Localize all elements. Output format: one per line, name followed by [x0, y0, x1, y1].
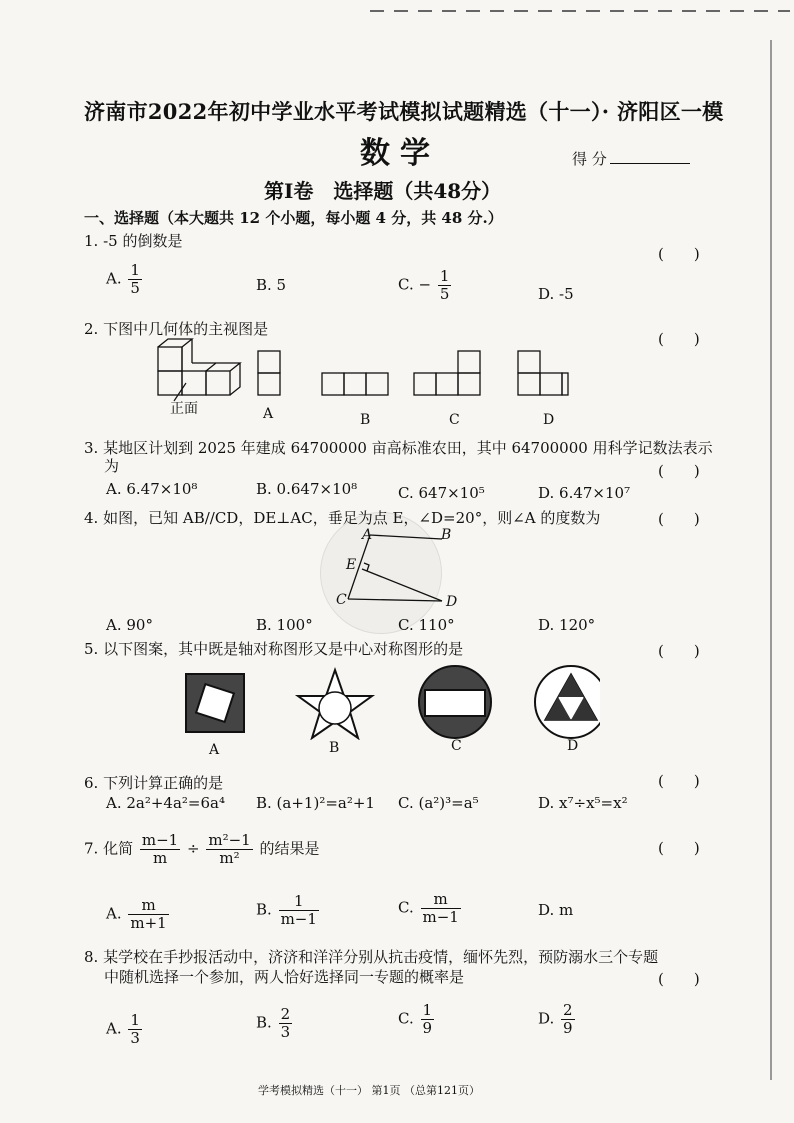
subject-title: 数学 — [360, 136, 440, 171]
answer-paren-4[interactable]: ( ) — [658, 510, 700, 528]
question-3-cont: 为 — [104, 457, 120, 475]
q3-option-b[interactable]: B. 0.647×10⁸ — [256, 480, 358, 498]
page-footer: 学考模拟精选（十一） 第1页 （总第121页） — [258, 1084, 480, 1097]
pattern-d — [535, 666, 600, 738]
question-text: 下列计算正确的是 — [103, 774, 224, 792]
question-number: 3. — [84, 439, 99, 457]
q6-option-c[interactable]: C. (a²)³=a⁵ — [398, 794, 479, 812]
scan-top-mark — [370, 0, 790, 6]
q2-label-a[interactable]: A — [263, 406, 274, 422]
view-b — [322, 373, 388, 395]
point-a-label: A — [362, 527, 373, 543]
expr-fraction-1: $\frac{m-1}{m}$ — [141, 831, 179, 867]
answer-paren-3[interactable]: ( ) — [658, 462, 700, 480]
q7-option-a[interactable]: A. $\frac{m}{m+1}$ — [106, 896, 167, 932]
question-number: 4. — [84, 509, 99, 527]
q4-option-c[interactable]: C. 110° — [398, 616, 455, 634]
binding-line — [770, 40, 772, 1080]
q8-option-b[interactable]: B. $\frac{2}{3}$ — [256, 1005, 291, 1041]
section-title: 第I卷 选择题（共48分） — [264, 179, 502, 203]
question-text-post: 的结果是 — [259, 839, 320, 858]
q5-label-d[interactable]: D — [567, 738, 579, 754]
question-text-pre: 化简 — [103, 839, 134, 858]
question-text: 某学校在手抄报活动中，济济和洋洋分别从抗击疫情，缅怀先烈，预防溺水三个专题 — [103, 948, 659, 966]
question-8-cont: 中随机选择一个参加，两人恰好选择同一专题的概率是 — [104, 968, 465, 986]
q2-label-c[interactable]: C — [449, 412, 460, 428]
q2-figure — [150, 335, 570, 420]
q1-option-a[interactable]: A. $\frac{1}{5}$ — [106, 261, 140, 297]
q4-option-a[interactable]: A. 90° — [106, 616, 153, 634]
question-3 — [84, 437, 713, 458]
expr-fraction-2: $\frac{\text{m²−1}}{\text{m²}}$ — [208, 831, 251, 867]
question-number: 2. — [84, 320, 99, 338]
q7-option-b[interactable]: B. $\frac{1}{m-1}$ — [256, 892, 317, 928]
pattern-a — [186, 674, 244, 732]
q8-option-d[interactable]: D. $\frac{2}{9}$ — [538, 1001, 573, 1037]
question-7 — [84, 832, 320, 867]
point-e-label: E — [346, 557, 357, 573]
question-1 — [84, 230, 182, 251]
view-d — [518, 351, 568, 395]
pattern-b — [298, 670, 372, 738]
answer-paren-5[interactable]: ( ) — [658, 642, 700, 660]
answer-paren-7[interactable]: ( ) — [658, 839, 700, 857]
q3-option-a[interactable]: A. 6.47×10⁸ — [106, 480, 198, 498]
q1-option-b[interactable]: B. 5 — [256, 276, 287, 294]
q3-option-c[interactable]: C. 647×10⁵ — [398, 484, 485, 502]
answer-paren-6[interactable]: ( ) — [658, 772, 700, 790]
point-c-label: C — [336, 592, 347, 608]
question-text: 如图，已知 AB//CD，DE⊥AC，垂足为点 E，∠D=20°，则∠A 的度数为 — [103, 509, 601, 527]
q6-option-a[interactable]: A. 2a²+4a²=6a⁴ — [106, 794, 226, 812]
q6-option-b[interactable]: B. (a+1)²=a²+1 — [256, 794, 375, 812]
view-c — [414, 351, 480, 395]
point-d-label: D — [446, 594, 458, 610]
q5-label-a[interactable]: A — [209, 742, 220, 758]
point-b-label: B — [441, 527, 452, 543]
q7-option-c[interactable]: C. $\frac{m}{m-1}$ — [398, 890, 459, 926]
q8-option-c[interactable]: C. $\frac{1}{9}$ — [398, 1001, 433, 1037]
question-number: 8. — [84, 948, 99, 966]
answer-paren-1[interactable]: ( ) — [658, 245, 700, 263]
q5-figure — [180, 660, 600, 740]
q2-label-b[interactable]: B — [360, 412, 371, 428]
geometry-solid — [158, 339, 240, 395]
q4-option-d[interactable]: D. 120° — [538, 616, 596, 634]
q5-label-b[interactable]: B — [329, 740, 340, 756]
q1-option-c[interactable]: C. − $\frac{1}{5}$ — [398, 267, 450, 303]
part-heading: 一、选择题（本大题共 12 个小题，每小题 4 分，共 48 分.） — [84, 209, 503, 227]
question-8 — [84, 946, 658, 967]
expr-operator: ÷ — [187, 839, 200, 858]
question-number: 7. — [84, 839, 99, 858]
question-text: 下图中几何体的主视图是 — [103, 320, 269, 338]
q3-option-d[interactable]: D. 6.47×10⁷ — [538, 484, 631, 502]
front-label: 正面 — [170, 401, 198, 417]
q7-option-d[interactable]: D. m — [538, 901, 574, 919]
score-label: 得 分 — [572, 150, 607, 168]
question-text: 某地区计划到 2025 年建成 64700000 亩高标准农田，其中 64700000 用科学记数法表示 — [103, 439, 713, 457]
exam-title: 济南市2022年初中学业水平考试模拟试题精选（十一）· 济阳区一模 — [84, 99, 724, 124]
question-number: 6. — [84, 774, 99, 792]
score-blank[interactable] — [610, 163, 690, 164]
question-6 — [84, 772, 223, 793]
question-5 — [84, 638, 463, 659]
q8-option-a[interactable]: A. $\frac{1}{3}$ — [106, 1011, 140, 1047]
pattern-c — [419, 666, 491, 738]
answer-paren-8[interactable]: ( ) — [658, 970, 700, 988]
question-text: 以下图案，其中既是轴对称图形又是中心对称图形的是 — [103, 640, 464, 658]
q5-label-c[interactable]: C — [451, 738, 462, 754]
q1-option-d[interactable]: D. -5 — [538, 285, 574, 303]
question-number: 1. — [84, 232, 99, 250]
q4-option-b[interactable]: B. 100° — [256, 616, 313, 634]
view-a — [258, 351, 280, 395]
answer-paren-2[interactable]: ( ) — [658, 330, 700, 348]
question-number: 5. — [84, 640, 99, 658]
question-text: -5 的倒数是 — [103, 232, 183, 250]
q2-label-d[interactable]: D — [543, 412, 555, 428]
q6-option-d[interactable]: D. x⁷÷x⁵=x² — [538, 794, 628, 812]
